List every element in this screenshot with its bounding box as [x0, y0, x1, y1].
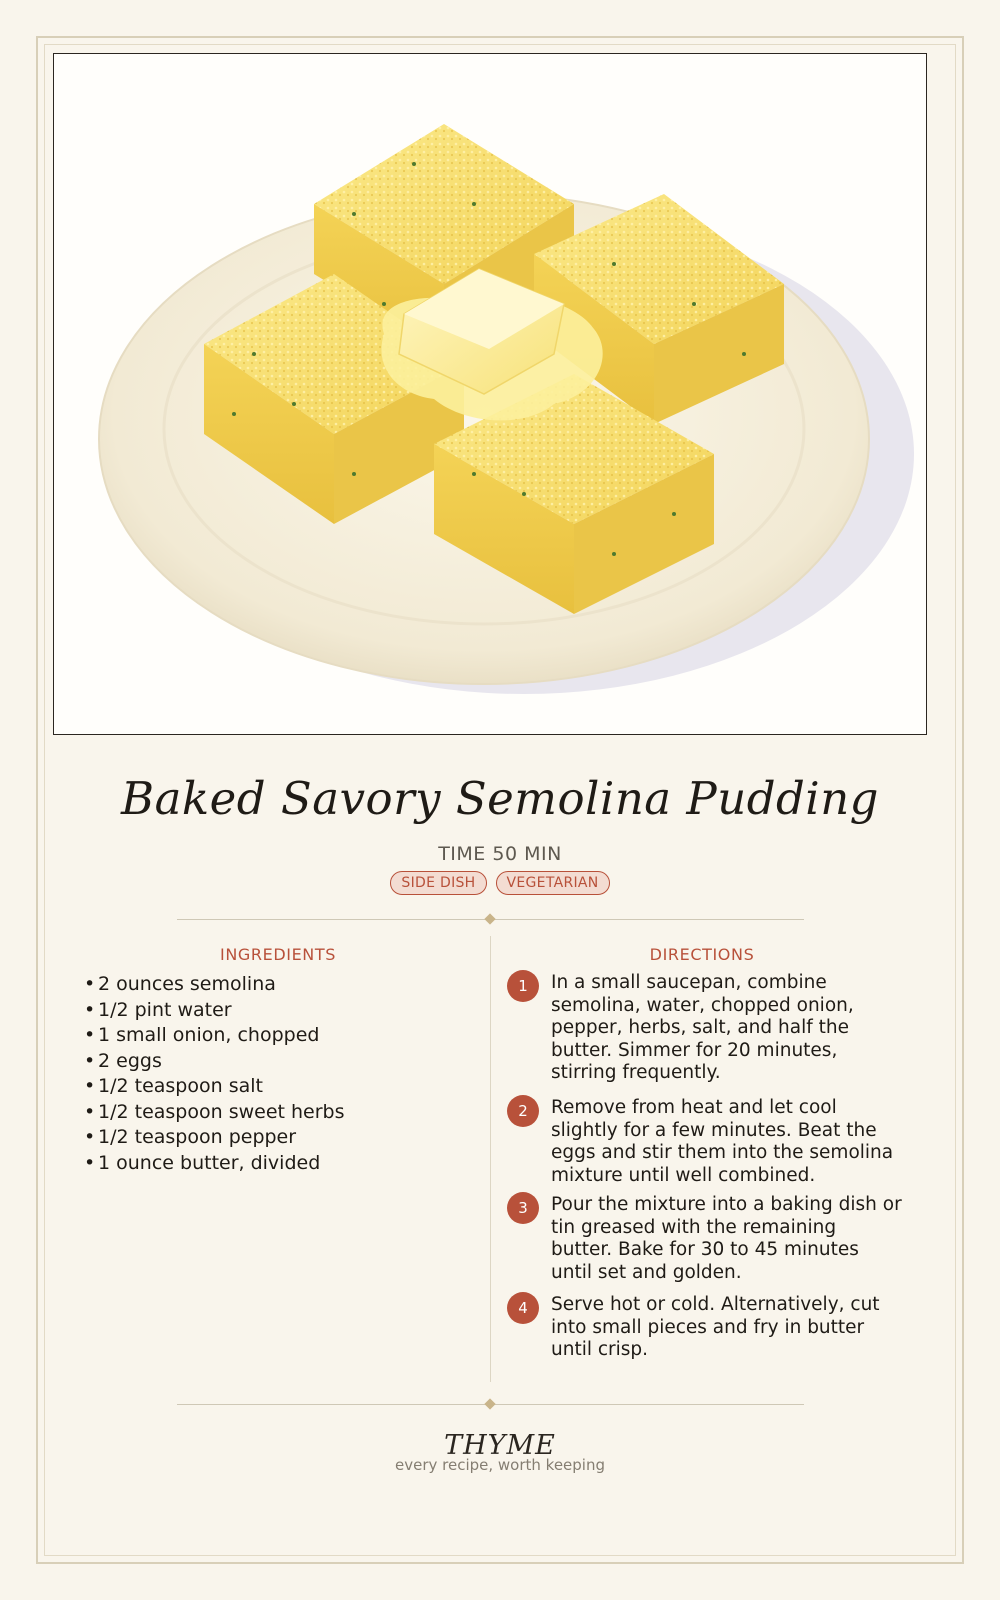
list-item: • 2 eggs — [84, 1049, 162, 1072]
step-text: Remove from heat and let cool slightly for a few minutes. Beat the eggs and stir them into the semolina mixture until well combined. — [551, 1097, 894, 1186]
cook-time: TIME 50 MIN — [438, 843, 562, 865]
list-item: • 2 ounces semolina — [84, 973, 276, 995]
ingredients-list — [84, 972, 474, 1176]
step-number-badge: 2 — [507, 1095, 539, 1127]
step-text: Serve hot or cold. Alternatively, cut into small pieces and fry in butter until crisp. — [551, 1294, 880, 1360]
recipe-title: Baked Savory Semolina Pudding — [121, 772, 879, 825]
directions-heading: DIRECTIONS — [649, 945, 755, 964]
step-number-badge: 3 — [507, 1192, 539, 1224]
column-divider — [490, 936, 491, 1382]
list-item: • 1 ounce butter, divided — [84, 1151, 321, 1174]
tag-list — [0, 871, 1000, 895]
step-number-badge: 4 — [507, 1292, 539, 1324]
step-text: In a small saucepan, combine semolina, water, chopped onion, pepper, herbs, salt, and half the butter. Simmer for 20 minutes, stirring frequently. — [551, 972, 854, 1083]
brand-logo: THYME — [444, 1430, 556, 1461]
tag-side-dish[interactable]: SIDE DISH — [390, 871, 486, 895]
recipe-photo — [53, 53, 927, 735]
list-item: • 1/2 pint water — [84, 998, 232, 1021]
step-text: Pour the mixture into a baking dish or tin greased with the remaining butter. Bake for 30 to 45 minutes until set and golden. — [551, 1194, 902, 1283]
step-number-badge: 1 — [507, 970, 539, 1002]
tag-vegetarian[interactable]: VEGETARIAN — [496, 871, 610, 895]
ingredients-heading: INGREDIENTS — [220, 945, 336, 964]
list-item: • 1 small onion, chopped — [84, 1024, 320, 1046]
list-item: • 1/2 teaspoon pepper — [84, 1126, 297, 1148]
list-item: • 1/2 teaspoon salt — [84, 1075, 263, 1097]
list-item: • 1/2 teaspoon sweet herbs — [84, 1100, 345, 1123]
brand-tagline: every recipe, worth keeping — [394, 1456, 605, 1474]
semolina-pudding-illustration — [54, 54, 927, 735]
